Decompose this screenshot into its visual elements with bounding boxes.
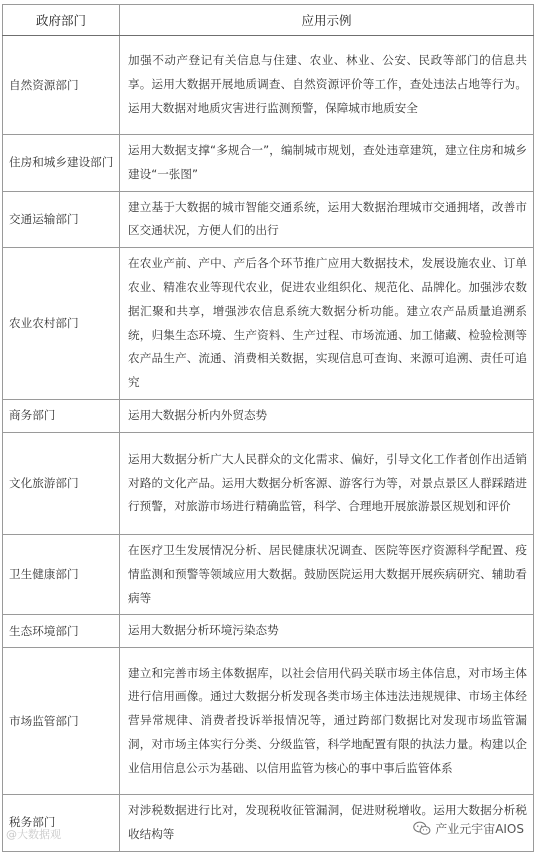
dept-cell: 住房和城乡建设部门 <box>3 135 120 192</box>
table-row <box>3 191 534 248</box>
dept-cell: 文化旅游部门 <box>3 432 120 534</box>
application-cell: 建立和完善市场主体数据库，以社会信用代码关联市场主体信息，对市场主体进行信用画像。通过大数据分析发现各类市场主体违法违规规律、市场主体经营异常规律、消费者投诉举报情况等，通过跨部门数据比对发现市场监管漏洞，对市场主体实行分类、分级监管，科学地配置有限的执法力量。构建以企业信用信息公示为基础、以信用监管为核心的事中事后监管体系 <box>120 648 534 795</box>
table-row <box>3 432 534 534</box>
watermark-left: @大数据观 <box>6 828 61 841</box>
dept-cell: 农业农村部门 <box>3 248 120 400</box>
table-row <box>3 648 534 795</box>
application-cell: 运用大数据支撑“多规合一”，编制城市规划，查处违章建筑，建立住房和城乡建设“一张图” <box>120 135 534 192</box>
application-cell: 对涉税数据进行比对，发现税收征管漏洞，促进财税增收。运用大数据分析税收结构等 <box>120 795 534 852</box>
table-row <box>3 248 534 400</box>
watermark-right <box>409 818 528 839</box>
table-row <box>3 135 534 192</box>
dept-cell: 生态环境部门 <box>3 615 120 648</box>
header-dept: 政府部门 <box>3 5 120 36</box>
header-application: 应用示例 <box>120 5 534 36</box>
gov-bigdata-table <box>2 4 534 852</box>
dept-cell: 自然资源部门 <box>3 36 120 135</box>
dept-cell: 卫生健康部门 <box>3 534 120 614</box>
application-cell: 运用大数据分析环境污染态势 <box>120 615 534 648</box>
table-row <box>3 36 534 135</box>
watermark-right-text: 产业元宇宙AIOS <box>435 822 524 836</box>
table-header-row <box>3 5 534 36</box>
application-cell: 在医疗卫生发展情况分析、居民健康状况调查、医院等医疗资源科学配置、疫情监测和预警等领域应用大数据。鼓励医院运用大数据开展疾病研究、辅助看病等 <box>120 534 534 614</box>
application-cell: 建立基于大数据的城市智能交通系统，运用大数据治理城市交通拥堵，改善市区交通状况，方便人们的出行 <box>120 191 534 248</box>
application-cell: 加强不动产登记有关信息与住建、农业、林业、公安、民政等部门的信息共享。运用大数据开展地质调查、自然资源评价等工作，查处违法占地等行为。运用大数据对地质灾害进行监测预警，保障城市地质安全 <box>120 36 534 135</box>
table-row <box>3 534 534 614</box>
table-row <box>3 615 534 648</box>
application-cell: 运用大数据分析广大人民群众的文化需求、偏好，引导文化工作者创作出适销对路的文化产品。运用大数据分析客源、游客行为等，对景点景区人群踩踏进行预警，对旅游市场进行精确监管，科学、合理地开展旅游景区规划和评价 <box>120 432 534 534</box>
dept-cell: 税务部门 <box>3 795 120 852</box>
dept-cell: 商务部门 <box>3 399 120 432</box>
application-cell: 运用大数据分析内外贸态势 <box>120 399 534 432</box>
application-cell: 在农业产前、产中、产后各个环节推广应用大数据技术，发展设施农业、订单农业、精准农业等现代农业，促进农业组织化、规范化、品牌化。加强涉农数据汇聚和共享，增强涉农信息系统大数据分析功能。建立农产品质量追溯系统，归集生态环境、生产资料、生产过程、市场流通、加工储藏、检验检测等农产品生产、流通、消费相关数据，实现信息可查询、来源可追溯、责任可追究 <box>120 248 534 400</box>
dept-cell: 市场监管部门 <box>3 648 120 795</box>
wechat-icon <box>413 821 431 836</box>
table-row <box>3 399 534 432</box>
dept-cell: 交通运输部门 <box>3 191 120 248</box>
